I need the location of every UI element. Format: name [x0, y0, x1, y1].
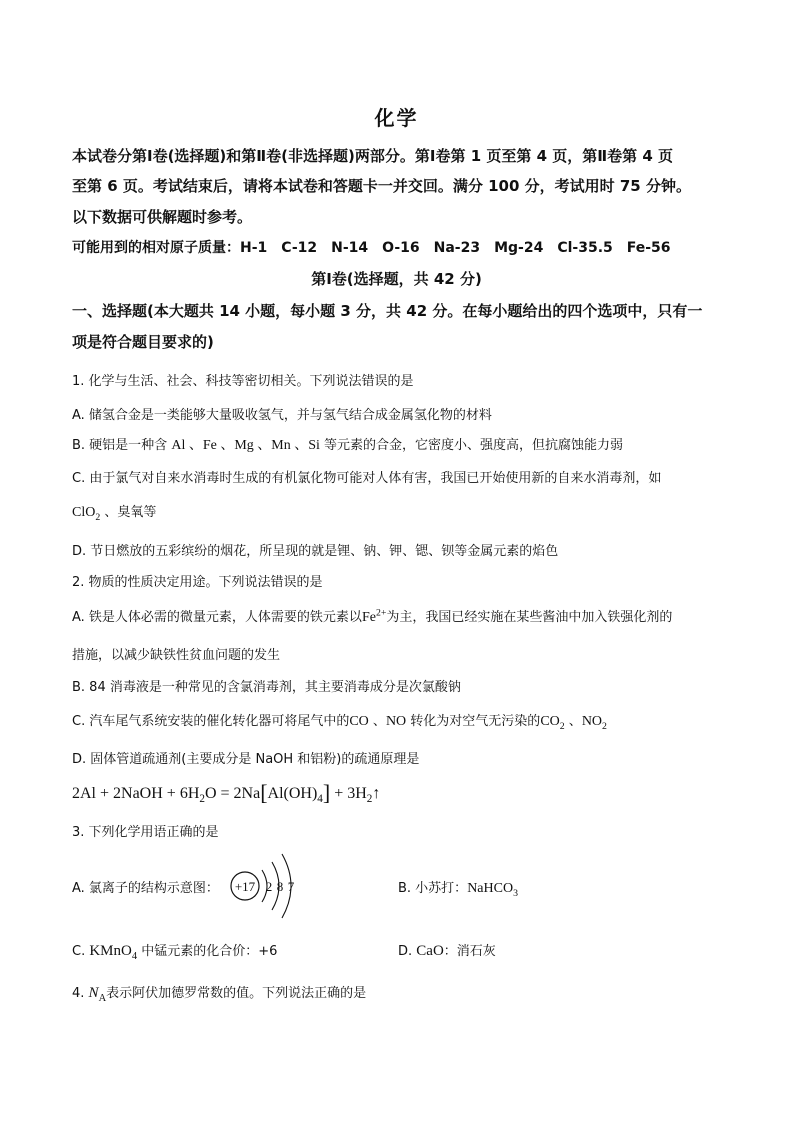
q3-option-c: C. KMnO$_4$ 中锰元素的化合价：+6 — [72, 943, 278, 962]
nucleus-charge: +17 — [234, 879, 256, 894]
q1-option-c-line2 — [72, 501, 156, 521]
fe-ion: $Fe^{2+}$ — [361, 607, 387, 625]
shell-1-electrons: 2 — [265, 879, 273, 894]
q2-option-a-line1: A. 铁是人体必需的微量元素，人体需要的铁元素以$Fe^{2+}$为主，我国已经实施在某些酱油中加入铁强化剂的 — [72, 607, 673, 625]
q1-option-b — [72, 434, 623, 454]
q3-option-d: D. CaO：消石灰 — [398, 943, 496, 959]
intro-line-2: 至第 6 页。考试结束后，请将本试卷和答题卡一并交回。满分 100 分，考试用时 75 分钟。 — [72, 177, 691, 195]
q1-b-elements: Al 、Fe 、Mg 、Mn 、Si — [171, 438, 320, 453]
q1-c-formula: ClO$_2$ — [72, 505, 101, 523]
q2-option-d-line1: D. 固体管道疏通剂(主要成分是 NaOH 和铝粉)的疏通原理是 — [72, 752, 420, 767]
q1-option-a: A. 储氢合金是一类能够大量吸收氢气，并与氢气结合成金属氢化物的材料 — [72, 408, 492, 423]
q1-option-c-line1: C. 由于氯气对自来水消毒时生成的有机氯化物可能对人体有害，我国已开始使用新的自来水消毒剂，如 — [72, 471, 662, 486]
q3-option-b: B. 小苏打：NaHCO$_3$ — [398, 881, 518, 899]
q1-option-d: D. 节日燃放的五彩缤纷的烟花，所呈现的就是锂、钠、钾、锶、钡等金属元素的焰色 — [72, 544, 559, 559]
q1-stem: 1. 化学与生活、社会、科技等密切相关。下列说法错误的是 — [72, 374, 414, 389]
intro-line-3: 以下数据可供解题时参考。 — [72, 208, 253, 226]
page-title: 化学 — [374, 106, 419, 130]
q2-d-equation: 2Al + 2NaOH + $6H_2O = 2Na[Al(OH)_4]$ + $3H_2↑$ — [72, 780, 381, 806]
q2-option-c: C. 汽车尾气系统安装的催化转化器可将尾气中的CO 、NO 转化为对空气无污染的$CO_2$ 、$NO_2$ — [72, 714, 607, 732]
section-title: 第Ⅰ卷(选择题，共 42 分) — [311, 270, 482, 288]
q1-b-suffix: 等元素的合金，它密度小、强度高，但抗腐蚀能力弱 — [324, 438, 624, 453]
chloride-ion-structure-diagram — [228, 848, 308, 924]
q1-c-suffix: 、臭氧等 — [100, 505, 157, 520]
instructions-line-1: 一、选择题(本大题共 14 小题，每小题 3 分，共 42 分。在每小题给出的四个选项中，只有一 — [72, 302, 703, 320]
q4-stem: 4. $N_A$表示阿伏加德罗常数的值。下列说法正确的是 — [72, 985, 367, 1004]
q2-option-a-line2: 措施，以减少缺铁性贫血问题的发生 — [72, 648, 281, 663]
shell-2-electrons: 8 — [276, 879, 284, 894]
q2-option-b: B. 84 消毒液是一种常见的含氯消毒剂，其主要消毒成分是次氯酸钠 — [72, 680, 461, 695]
instructions-line-2: 项是符合题目要求的) — [72, 333, 214, 351]
avogadro-symbol: $N_A$ — [88, 985, 107, 1004]
atomic-mass-line: 可能用到的相对原子质量：H-1 C-12 N-14 O-16 Na-23 Mg-24 Cl-35.5 Fe-56 — [72, 240, 671, 256]
q3-stem: 3. 下列化学用语正确的是 — [72, 825, 219, 840]
q1-b-prefix: B. 硬铝是一种含 — [72, 438, 168, 453]
intro-line-1: 本试卷分第Ⅰ卷(选择题)和第Ⅱ卷(非选择题)两部分。第Ⅰ卷第 1 页至第 4 页，第Ⅱ卷第 4 页 — [72, 147, 673, 165]
q3-option-a-label: A. 氯离子的结构示意图： — [72, 881, 219, 896]
q2-stem: 2. 物质的性质决定用途。下列说法错误的是 — [72, 575, 323, 590]
shell-3-electrons: 7 — [287, 879, 295, 894]
